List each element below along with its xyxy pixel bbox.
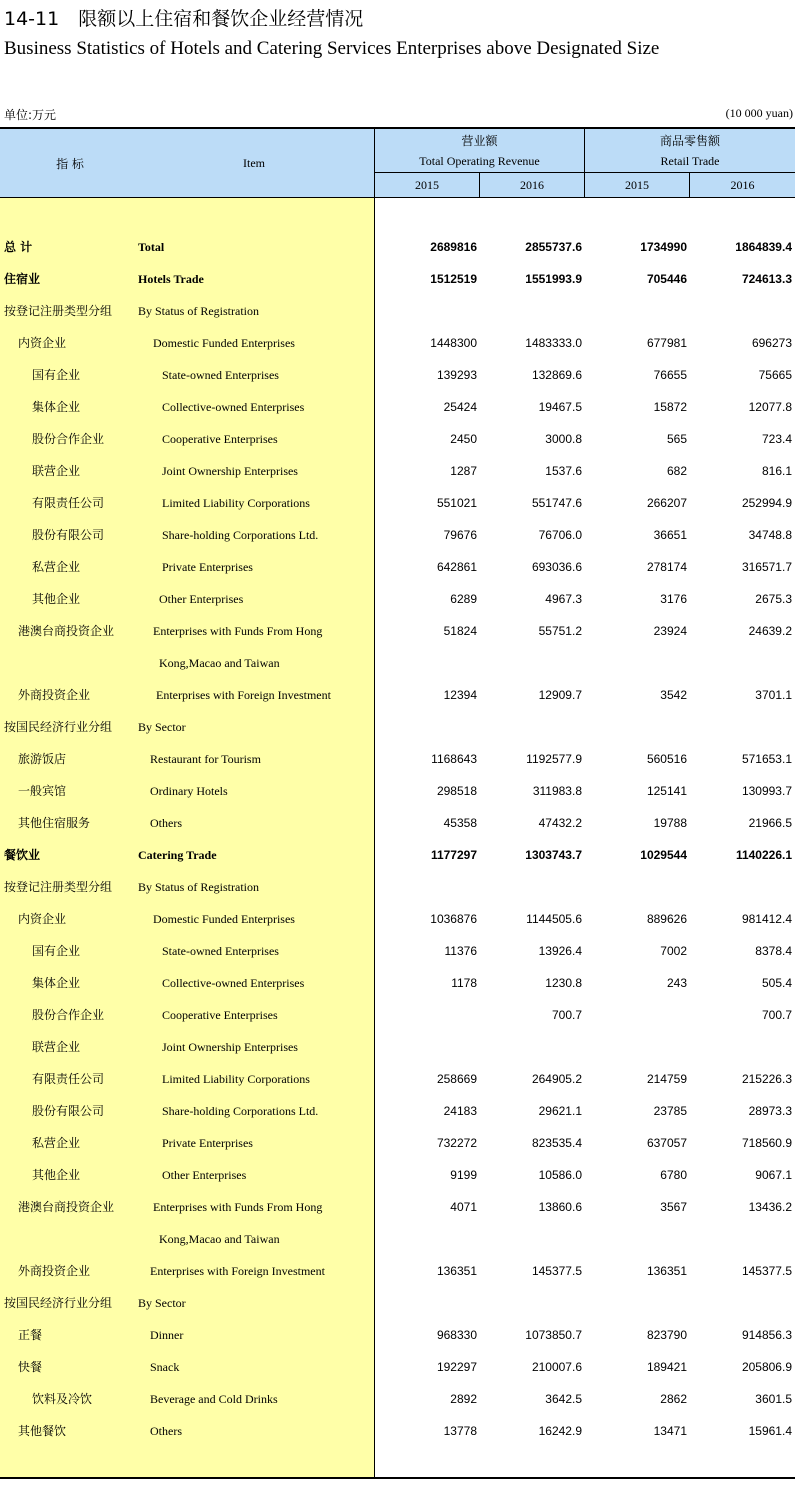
row-value-col-4: 21966.5 xyxy=(748,816,792,830)
row-label-en: Beverage and Cold Drinks xyxy=(150,1392,278,1406)
row-value-col-4: 316571.7 xyxy=(741,560,792,574)
row-value-col-3: 889626 xyxy=(646,912,687,926)
row-label-en: Collective-owned Enterprises xyxy=(162,400,305,414)
row-value-col-3: 1029544 xyxy=(640,848,687,862)
row-label-cn: 按登记注册类型分组 xyxy=(4,304,113,318)
row-value-col-4: 15961.4 xyxy=(748,1424,792,1438)
row-label-cn: 国有企业 xyxy=(32,368,81,382)
row-label-cn: 集体企业 xyxy=(32,976,81,990)
row-value-col-3: 3567 xyxy=(660,1200,687,1214)
row-label-cn: 其他餐饮 xyxy=(18,1424,67,1438)
table-row xyxy=(0,839,795,871)
row-value-col-2: 4967.3 xyxy=(545,592,582,606)
table-row xyxy=(0,1415,795,1447)
row-value-col-2: 210007.6 xyxy=(531,1360,582,1374)
table-row xyxy=(0,1159,795,1191)
table-row xyxy=(0,711,795,743)
row-label-cn: 联营企业 xyxy=(32,1040,81,1054)
row-label-cn: 按国民经济行业分组 xyxy=(4,720,113,734)
row-value-col-2: 1192577.9 xyxy=(526,752,582,766)
row-value-col-2: 264905.2 xyxy=(531,1072,582,1086)
row-value-col-4: 723.4 xyxy=(761,432,792,446)
row-value-col-3: 36651 xyxy=(653,528,687,542)
row-value-col-1: 2892 xyxy=(450,1392,477,1406)
row-value-col-3: 7002 xyxy=(660,944,687,958)
row-value-col-3: 823790 xyxy=(646,1328,687,1342)
row-label-cn: 正餐 xyxy=(18,1328,43,1342)
row-value-col-4: 215226.3 xyxy=(741,1072,792,1086)
row-label-cn: 国有企业 xyxy=(32,944,81,958)
row-value-col-4: 571653.1 xyxy=(741,752,792,766)
row-label-en: Catering Trade xyxy=(138,848,217,862)
row-value-col-4: 252994.9 xyxy=(741,496,792,510)
row-value-col-1: 136351 xyxy=(436,1264,477,1278)
row-value-col-3: 278174 xyxy=(646,560,687,574)
row-value-col-1: 12394 xyxy=(443,688,477,702)
row-label-cn: 集体企业 xyxy=(32,400,81,414)
row-value-col-1: 6289 xyxy=(450,592,477,606)
row-value-col-4: 75665 xyxy=(758,368,792,382)
row-value-col-3: 23785 xyxy=(653,1104,687,1118)
row-label-en: Kong,Macao and Taiwan xyxy=(159,656,280,670)
row-value-col-1: 79676 xyxy=(443,528,477,542)
row-label-cn: 私营企业 xyxy=(32,560,81,574)
row-value-col-2: 551747.6 xyxy=(531,496,582,510)
row-label-cn: 其他企业 xyxy=(32,1168,81,1182)
table-top-rule xyxy=(0,127,795,129)
row-value-col-4: 914856.3 xyxy=(741,1328,792,1342)
row-value-col-1: 732272 xyxy=(436,1136,477,1150)
table-row xyxy=(0,1383,795,1415)
row-value-col-1: 11376 xyxy=(444,944,477,958)
row-label-en: Limited Liability Corporations xyxy=(162,496,310,510)
row-value-col-3: 565 xyxy=(666,432,687,446)
table-row xyxy=(0,327,795,359)
row-label-cn: 股份有限公司 xyxy=(32,528,105,542)
table-row xyxy=(0,871,795,903)
table-row xyxy=(0,551,795,583)
row-label-cn: 有限责任公司 xyxy=(32,496,105,510)
row-value-col-2: 1483333.0 xyxy=(525,336,582,350)
row-value-col-2: 3000.8 xyxy=(545,432,582,446)
row-value-col-3: 2862 xyxy=(660,1392,687,1406)
row-value-col-1: 1178 xyxy=(451,976,477,990)
header-group1-cn: 营业额 xyxy=(461,134,498,148)
row-value-col-3: 125141 xyxy=(646,784,687,798)
header-item-en: Item xyxy=(243,156,265,170)
row-value-col-4: 130993.7 xyxy=(741,784,792,798)
row-label-en: Other Enterprises xyxy=(159,592,244,606)
row-value-col-2: 700.7 xyxy=(551,1008,582,1022)
table-row xyxy=(0,1063,795,1095)
table-row xyxy=(0,1351,795,1383)
row-value-col-2: 55751.2 xyxy=(538,624,582,638)
row-value-col-4: 724613.3 xyxy=(741,272,792,286)
row-value-col-2: 1303743.7 xyxy=(525,848,582,862)
row-label-en: Ordinary Hotels xyxy=(150,784,228,798)
row-label-en: Limited Liability Corporations xyxy=(162,1072,310,1086)
row-value-col-2: 1144505.6 xyxy=(526,912,582,926)
row-label-cn: 股份有限公司 xyxy=(32,1104,105,1118)
table-row xyxy=(0,1255,795,1287)
row-label-en: Domestic Funded Enterprises xyxy=(153,912,295,926)
row-value-col-4: 12077.8 xyxy=(748,400,792,414)
table-row xyxy=(0,391,795,423)
row-label-en: Enterprises with Foreign Investment xyxy=(156,688,331,702)
row-value-col-3: 6780 xyxy=(660,1168,687,1182)
table-row xyxy=(0,775,795,807)
table-row xyxy=(0,1223,795,1255)
row-label-cn: 私营企业 xyxy=(32,1136,81,1150)
table-row xyxy=(0,1191,795,1223)
header-bottom-rule xyxy=(0,197,795,198)
row-label-en: Enterprises with Funds From Hong xyxy=(153,1200,323,1214)
row-value-col-4: 816.1 xyxy=(761,464,792,478)
table-row xyxy=(0,487,795,519)
table-bottom-rule xyxy=(0,1477,795,1479)
table-row xyxy=(0,903,795,935)
row-value-col-1: 2689816 xyxy=(430,240,477,254)
table-row xyxy=(0,231,795,263)
table-row xyxy=(0,1127,795,1159)
header-year-1: 2015 xyxy=(415,178,439,192)
row-value-col-3: 19788 xyxy=(653,816,687,830)
row-label-cn: 快餐 xyxy=(18,1360,43,1374)
row-value-col-1: 1287 xyxy=(450,464,477,478)
row-label-cn: 其他企业 xyxy=(32,592,81,606)
row-value-col-2: 145377.5 xyxy=(531,1264,582,1278)
row-value-col-4: 718560.9 xyxy=(741,1136,792,1150)
row-value-col-4: 1140226.1 xyxy=(735,848,792,862)
row-value-col-2: 1230.8 xyxy=(545,976,582,990)
row-label-en: Snack xyxy=(150,1360,180,1374)
table-row xyxy=(0,583,795,615)
table-row xyxy=(0,807,795,839)
row-label-en: Other Enterprises xyxy=(162,1168,247,1182)
row-value-col-2: 311983.8 xyxy=(532,784,582,798)
row-label-cn: 外商投资企业 xyxy=(18,688,91,702)
row-label-cn: 港澳台商投资企业 xyxy=(18,624,115,638)
row-value-col-1: 1512519 xyxy=(430,272,477,286)
header-year-3: 2015 xyxy=(625,178,649,192)
row-label-en: Hotels Trade xyxy=(138,272,204,286)
row-value-col-2: 12909.7 xyxy=(538,688,582,702)
row-value-col-1: 24183 xyxy=(443,1104,477,1118)
table-row xyxy=(0,967,795,999)
row-value-col-1: 258669 xyxy=(436,1072,477,1086)
page-title-cn: 14-11 限额以上住宿和餐饮企业经营情况 xyxy=(4,8,364,30)
row-label-cn: 一般宾馆 xyxy=(18,784,67,798)
row-value-col-4: 981412.4 xyxy=(741,912,792,926)
row-value-col-3: 677981 xyxy=(646,336,687,350)
row-label-en: State-owned Enterprises xyxy=(162,944,279,958)
row-value-col-4: 205806.9 xyxy=(741,1360,792,1374)
row-value-col-3: 76655 xyxy=(653,368,687,382)
row-label-en: Enterprises with Foreign Investment xyxy=(150,1264,325,1278)
row-label-cn: 港澳台商投资企业 xyxy=(18,1200,115,1214)
row-label-cn: 外商投资企业 xyxy=(18,1264,91,1278)
table-row xyxy=(0,359,795,391)
row-value-col-1: 642861 xyxy=(436,560,477,574)
table-row xyxy=(0,615,795,647)
row-value-col-2: 1073850.7 xyxy=(525,1328,582,1342)
row-value-col-2: 1551993.9 xyxy=(525,272,582,286)
row-label-cn: 按国民经济行业分组 xyxy=(4,1296,113,1310)
row-value-col-1: 1168643 xyxy=(431,752,477,766)
row-label-cn: 其他住宿服务 xyxy=(18,816,91,830)
row-value-col-1: 4071 xyxy=(450,1200,477,1214)
row-label-cn: 按登记注册类型分组 xyxy=(4,880,113,894)
row-value-col-4: 8378.4 xyxy=(755,944,792,958)
row-value-col-3: 705446 xyxy=(646,272,687,286)
row-value-col-2: 19467.5 xyxy=(538,400,582,414)
table-row xyxy=(0,455,795,487)
row-label-en: Others xyxy=(150,816,182,830)
row-value-col-3: 1734990 xyxy=(640,240,687,254)
table-row xyxy=(0,1095,795,1127)
table-row xyxy=(0,647,795,679)
row-label-cn: 有限责任公司 xyxy=(32,1072,105,1086)
row-value-col-2: 2855737.6 xyxy=(525,240,582,254)
row-label-cn: 股份合作企业 xyxy=(32,432,105,446)
row-label-cn: 总 计 xyxy=(4,240,33,254)
row-label-en: Dinner xyxy=(150,1328,184,1342)
row-value-col-1: 9199 xyxy=(450,1168,477,1182)
row-value-col-1: 2450 xyxy=(450,432,477,446)
row-label-en: By Status of Registration xyxy=(138,304,259,318)
row-value-col-3: 266207 xyxy=(646,496,687,510)
row-value-col-4: 13436.2 xyxy=(748,1200,792,1214)
row-value-col-4: 1864839.4 xyxy=(735,240,792,254)
row-label-en: Domestic Funded Enterprises xyxy=(153,336,295,350)
row-value-col-3: 243 xyxy=(666,976,687,990)
row-label-en: Enterprises with Funds From Hong xyxy=(153,624,323,638)
header-year-4: 2016 xyxy=(730,178,755,192)
table-row xyxy=(0,999,795,1031)
row-label-en: Cooperative Enterprises xyxy=(162,1008,278,1022)
row-label-en: By Sector xyxy=(138,1296,186,1310)
row-value-col-1: 551021 xyxy=(436,496,477,510)
table-row xyxy=(0,1319,795,1351)
row-value-col-1: 968330 xyxy=(436,1328,477,1342)
table-row xyxy=(0,743,795,775)
row-value-col-1: 1036876 xyxy=(430,912,477,926)
row-value-col-2: 132869.6 xyxy=(531,368,582,382)
row-value-col-2: 693036.6 xyxy=(531,560,582,574)
row-value-col-1: 25424 xyxy=(443,400,477,414)
header-indicator-cn: 指 标 xyxy=(56,157,84,171)
row-value-col-4: 2675.3 xyxy=(755,592,792,606)
header-group2-en: Retail Trade xyxy=(660,154,720,168)
table-row xyxy=(0,935,795,967)
row-value-col-2: 1537.6 xyxy=(545,464,582,478)
row-label-cn: 餐饮业 xyxy=(4,848,41,862)
row-label-en: Private Enterprises xyxy=(162,1136,253,1150)
row-label-en: By Status of Registration xyxy=(138,880,259,894)
row-label-en: Restaurant for Tourism xyxy=(150,752,261,766)
row-value-col-1: 13778 xyxy=(443,1424,477,1438)
row-label-en: Collective-owned Enterprises xyxy=(162,976,305,990)
unit-label-en: (10 000 yuan) xyxy=(725,106,793,120)
row-value-col-4: 9067.1 xyxy=(755,1168,792,1182)
row-value-col-3: 189421 xyxy=(646,1360,687,1374)
row-value-col-1: 139293 xyxy=(436,368,477,382)
row-value-col-3: 136351 xyxy=(646,1264,687,1278)
row-value-col-2: 76706.0 xyxy=(538,528,582,542)
table-row xyxy=(0,1287,795,1319)
header-group2-cn: 商品零售额 xyxy=(659,134,720,148)
table-row xyxy=(0,295,795,327)
row-value-col-2: 16242.9 xyxy=(538,1424,582,1438)
header-group1-en: Total Operating Revenue xyxy=(419,154,540,168)
row-label-cn: 股份合作企业 xyxy=(32,1008,105,1022)
table-row xyxy=(0,679,795,711)
row-value-col-1: 192297 xyxy=(436,1360,477,1374)
unit-label-cn: 单位:万元 xyxy=(4,108,57,122)
row-value-col-1: 45358 xyxy=(443,816,477,830)
row-value-col-3: 15872 xyxy=(653,400,687,414)
row-value-col-2: 47432.2 xyxy=(538,816,582,830)
row-value-col-1: 51824 xyxy=(443,624,477,638)
row-value-col-3: 214759 xyxy=(646,1072,687,1086)
row-label-en: Share-holding Corporations Ltd. xyxy=(162,528,319,542)
header-year-2: 2016 xyxy=(520,178,544,192)
row-value-col-3: 637057 xyxy=(646,1136,687,1150)
row-value-col-3: 23924 xyxy=(653,624,687,638)
row-label-en: Total xyxy=(138,240,165,254)
row-label-en: State-owned Enterprises xyxy=(162,368,279,382)
row-label-en: Others xyxy=(150,1424,182,1438)
row-value-col-3: 13471 xyxy=(653,1424,687,1438)
row-label-en: Kong,Macao and Taiwan xyxy=(159,1232,280,1246)
table-row xyxy=(0,263,795,295)
row-label-cn: 旅游饭店 xyxy=(18,752,67,766)
table-row xyxy=(0,1031,795,1063)
row-value-col-4: 145377.5 xyxy=(741,1264,792,1278)
row-label-en: Share-holding Corporations Ltd. xyxy=(162,1104,319,1118)
row-label-cn: 内资企业 xyxy=(18,912,67,926)
row-label-en: Joint Ownership Enterprises xyxy=(162,464,298,478)
row-value-col-4: 28973.3 xyxy=(748,1104,792,1118)
row-value-col-3: 3542 xyxy=(660,688,687,702)
row-label-cn: 内资企业 xyxy=(18,336,67,350)
row-value-col-4: 24639.2 xyxy=(748,624,792,638)
row-label-en: Cooperative Enterprises xyxy=(162,432,278,446)
row-value-col-4: 34748.8 xyxy=(748,528,792,542)
row-value-col-1: 1177297 xyxy=(430,848,477,862)
row-value-col-2: 10586.0 xyxy=(538,1168,582,1182)
row-value-col-4: 700.7 xyxy=(761,1008,792,1022)
row-label-cn: 联营企业 xyxy=(32,464,81,478)
row-value-col-2: 3642.5 xyxy=(545,1392,582,1406)
row-value-col-1: 1448300 xyxy=(430,336,477,350)
row-value-col-2: 13860.6 xyxy=(538,1200,582,1214)
row-value-col-4: 3601.5 xyxy=(755,1392,792,1406)
row-value-col-4: 505.4 xyxy=(761,976,792,990)
row-value-col-4: 3701.1 xyxy=(755,688,792,702)
row-value-col-3: 3176 xyxy=(660,592,687,606)
row-value-col-3: 560516 xyxy=(646,752,687,766)
row-label-en: Joint Ownership Enterprises xyxy=(162,1040,298,1054)
row-label-en: Private Enterprises xyxy=(162,560,253,574)
row-value-col-3: 682 xyxy=(666,464,687,478)
table-row xyxy=(0,423,795,455)
row-label-cn: 住宿业 xyxy=(4,272,41,286)
row-value-col-4: 696273 xyxy=(751,336,792,350)
table-row xyxy=(0,519,795,551)
row-label-en: By Sector xyxy=(138,720,186,734)
row-label-cn: 饮料及冷饮 xyxy=(32,1392,93,1406)
row-value-col-2: 13926.4 xyxy=(538,944,582,958)
row-value-col-2: 29621.1 xyxy=(538,1104,582,1118)
row-value-col-2: 823535.4 xyxy=(531,1136,582,1150)
page-title-en: Business Statistics of Hotels and Catering Services Enterprises above Designated Size xyxy=(4,38,660,59)
row-value-col-1: 298518 xyxy=(436,784,477,798)
